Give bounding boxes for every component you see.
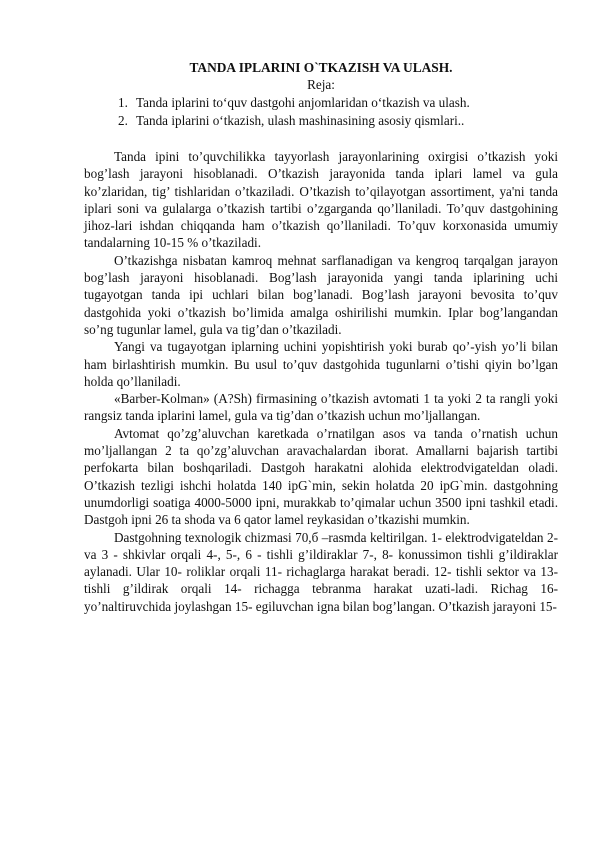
paragraph: Tanda ipini to’quvchilikka tayyorlash jarayonlarining oxirgisi o’tkazish yoki bog’lash jarayoni hisoblanadi. O’tkazish jarayonida tanda iplari lamel va gula ko’zlaridan, tig’ tishlaridan o’tkaziladi. O’tkazish to’qilayotgan assortiment, ya'ni tanda iplari soni va gulalarga o’tkazish tartibi o’zgarganda qo’llaniladi. To’quv dastgohining jihoz-lari ishdan chiqqanda ham o’tkazish qo’llaniladi. To’quv korxonasida umumiy tandalarning 10-15 % o’tkaziladi. <box>84 149 558 251</box>
plan-heading: Reja: <box>307 77 335 92</box>
plan-item-text: Tanda iplarini to‘quv dastgohi anjomlaridan o‘tkazish va ulash. <box>136 95 470 110</box>
plan-item-number: 1. <box>118 95 128 110</box>
plan-item <box>118 94 568 112</box>
document-title: TANDA IPLARINI O`TKAZISH VA ULASH. <box>189 60 453 75</box>
plan-list <box>118 94 568 130</box>
document-body <box>84 148 558 615</box>
paragraph: Avtomat qo’zg’aluvchan karetkada o’rnatilgan asos va tanda o’rnatish uchun mo’ljallangan 2 ta qo’zg’aluvchan aravachalardan iborat. Amallarni bajarish tartibi perfokarta bilan boshqariladi. Dastgoh harakatni alohida elektrodvigateldan oladi. O’tkazish tezligi ishchi holatda 140 ipG`min, sekin holatda 20 ipG`min. dastgohning unumdorligi soatiga 4000-5000 ipni, murakkab to’qimalar uchun 3500 ipni tashkil etadi. Dastgoh ipni 26 ta shoda va 6 qator lamel reykasidan o’tkazishi mumkin. <box>84 425 558 528</box>
paragraph: «Barber-Kolman» (A?Sh) firmasining o’tkazish avtomati 1 ta yoki 2 ta rangli yoki rangsiz tanda iplarini lamel, gula va tig’dan o’tkazish uchun mo’ljallangan. <box>84 391 558 424</box>
paragraph: Dastgohning texnologik chizmasi 70,б –rasmda keltirilgan. 1- elektrodvigateldan 2- va 3 - shkivlar orqali 4-, 5-, 6 - tishli g’ildiraklar 7-, 8- konussimon tishli g’ildiraklar aylanadi. Ular 10- roliklar orqali 11- richaglarga harakat beradi. 12- tishli sektor va 13- tishli g’ildirak orqali 14- richagga tebranma harakat uzati-ladi. Richag 16- yo’naltiruvchida joylashgan 15- egiluvchan igna bilan bog’langan. O’tkazish jarayoni 15- <box>84 529 558 614</box>
plan-item-number: 2. <box>118 113 128 128</box>
plan-item-text: Tanda iplarini o‘tkazish, ulash mashinasining asosiy qismlari.. <box>136 113 465 128</box>
paragraph: Yangi va tugayotgan iplarning uchini yopishtirish yoki burab qo’-yish yo’li bilan ham birlashtirish mumkin. Bu usul to’quv dastgohida tugunlarni o’tishi qiyin bo’lgan holda qo’llaniladi. <box>84 339 558 389</box>
paragraph: O’tkazishga nisbatan kamroq mehnat sarflanadigan va kengroq tarqalgan jarayon bog’lash jarayoni hisoblanadi. Bog’lash jarayonida yangi tanda iplarining uchi tugayotgan tanda ipi uchlari bilan bog’lanadi. Bog’lash jarayoni bevosita to’quv dastgohida yoki o’tkazish bo’limida amalga oshirilishi mumkin. Iplar bog’langandan so’ng tugunlar lamel, gula va tig’dan o’tkaziladi. <box>84 252 558 337</box>
plan-item <box>118 112 568 130</box>
